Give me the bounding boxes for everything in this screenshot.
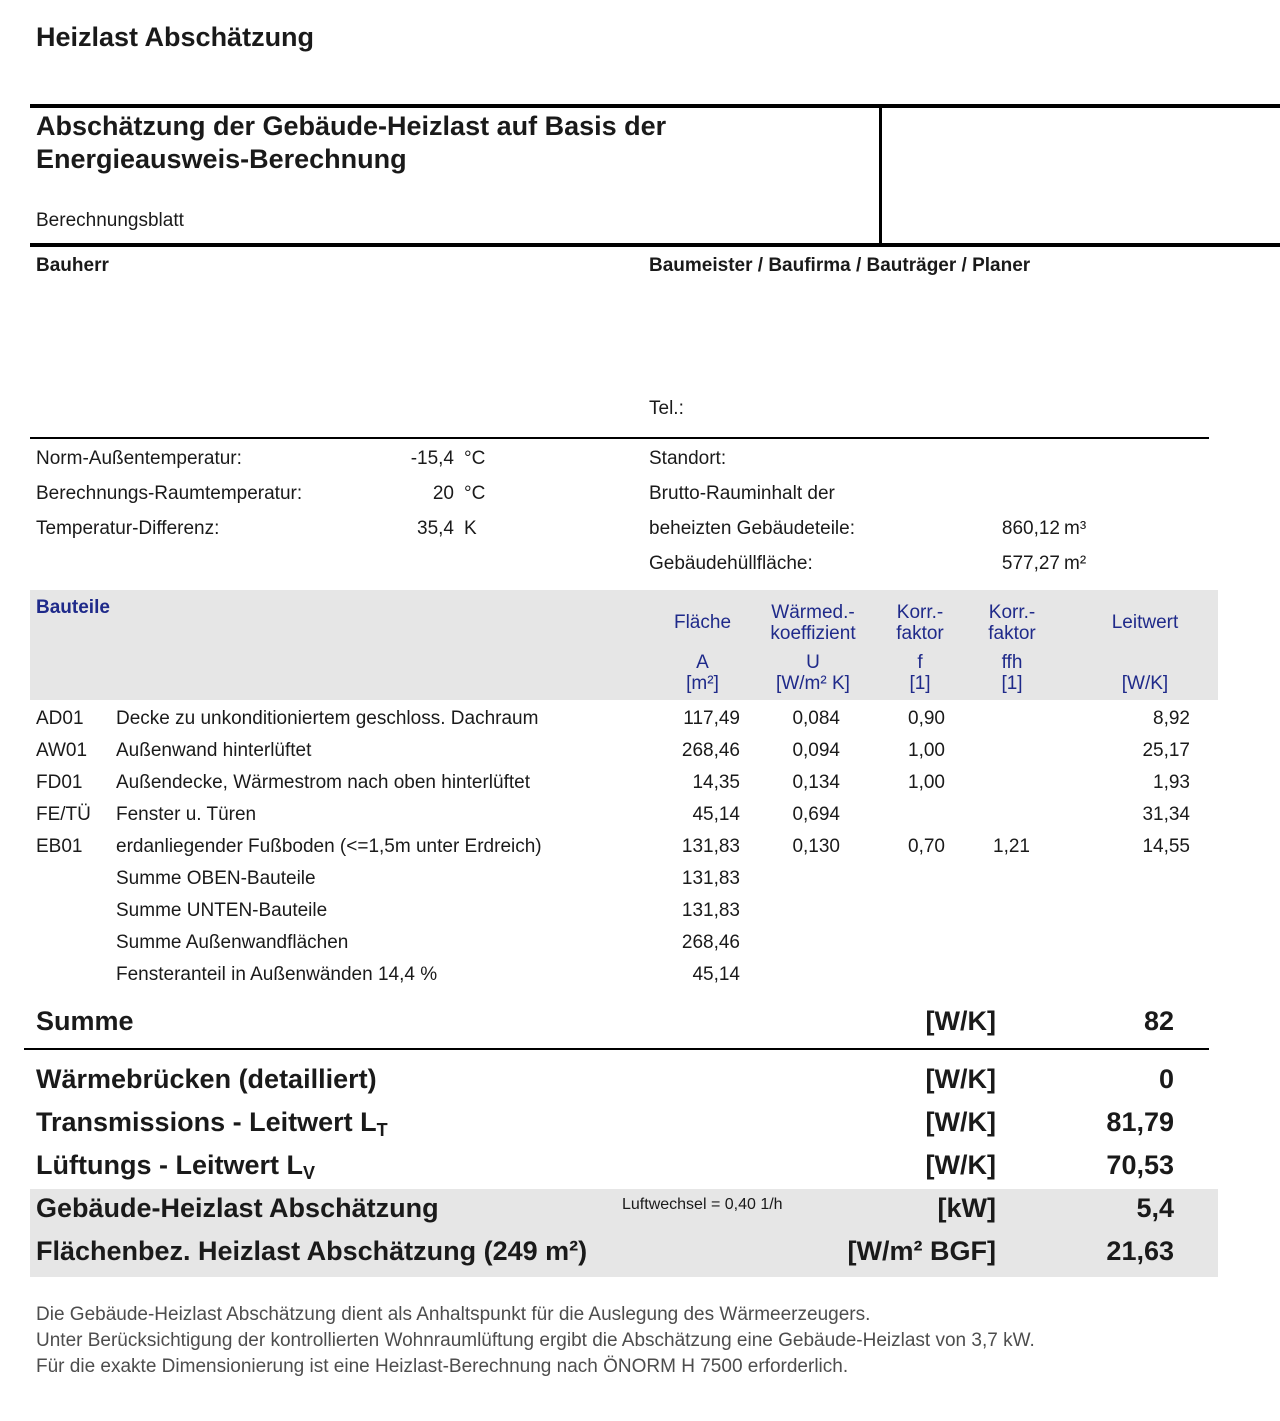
row-f: 1,00: [908, 772, 945, 793]
header-bottom-rule: [30, 243, 1280, 247]
ffh-unit: [1]: [1001, 673, 1023, 694]
row-area: 45,14: [692, 964, 740, 985]
row-leitwert: 8,92: [1153, 708, 1190, 729]
row-area: 45,14: [692, 804, 740, 825]
raumtemp-value: 20: [432, 483, 454, 504]
summe-rule: [24, 1048, 1209, 1050]
row-code: AW01: [36, 740, 88, 761]
row-area: 268,46: [681, 932, 740, 953]
tel-label: Tel.:: [649, 398, 684, 419]
leitwert-header: Leitwert: [1111, 612, 1179, 633]
row-desc: Summe OBEN-Bauteile: [116, 868, 316, 889]
heading-line-1: Abschätzung der Gebäude-Heizlast auf Basis der: [36, 111, 667, 141]
row-area: 117,49: [683, 708, 740, 729]
bauherr-label: Bauherr: [36, 255, 109, 276]
row-desc: Summe UNTEN-Bauteile: [116, 900, 328, 921]
row-desc: Summe Außenwandflächen: [116, 932, 349, 953]
brutto-label-line1: Brutto-Rauminhalt der: [649, 483, 835, 504]
note-line-3: Für die exakte Dimensionierung ist eine Heizlast-Berechnung nach ÖNORM H 7500 erforderlich.: [36, 1356, 849, 1377]
f-unit: [1]: [909, 673, 931, 694]
row-desc: Decke zu unkonditioniertem geschloss. Dachraum: [116, 708, 539, 729]
row-f: 0,90: [908, 708, 945, 729]
heizlast-value: 5,4: [1136, 1193, 1174, 1223]
ffh-header-line2: faktor: [988, 623, 1036, 644]
temp-differenz-label: Temperatur-Differenz:: [36, 518, 220, 539]
transmission-value: 81,79: [1106, 1107, 1174, 1137]
row-desc: Fensteranteil in Außenwänden 14,4 %: [116, 964, 438, 985]
transmission-label-text: Transmissions - Leitwert L: [36, 1107, 377, 1137]
heizlast-label: Gebäude-Heizlast Abschätzung: [36, 1193, 439, 1223]
waermebruecken-unit: [W/K]: [925, 1064, 996, 1094]
huelle-unit: m²: [1064, 553, 1087, 574]
row-area: 131,83: [681, 836, 740, 857]
row-code: AD01: [36, 708, 84, 729]
page-title: Heizlast Abschätzung: [36, 22, 315, 52]
row-u: 0,134: [792, 772, 840, 793]
row-u: 0,094: [792, 740, 840, 761]
norm-aussentemp-unit: °C: [464, 448, 486, 469]
header-top-rule: [30, 104, 1280, 108]
norm-aussentemp-label: Norm-Außentemperatur:: [36, 448, 242, 469]
lueftung-value: 70,53: [1106, 1150, 1174, 1180]
row-desc: Fenster u. Türen: [116, 804, 257, 825]
brutto-label-line2: beheizten Gebäudeteile:: [649, 518, 855, 539]
lueftung-label: [36, 1150, 315, 1184]
row-leitwert: 31,34: [1142, 804, 1190, 825]
heizlast-unit: [kW]: [937, 1193, 996, 1223]
document-heading: [36, 110, 666, 176]
row-leitwert: 25,17: [1142, 740, 1190, 761]
temp-differenz-unit: K: [464, 518, 477, 539]
note-line-2: Unter Berücksichtigung der kontrollierten Wohnraumlüftung ergibt die Abschätzung eine Gebäude-Heizlast von 3,7 kW.: [36, 1330, 1035, 1351]
brutto-value: 860,12: [1001, 518, 1060, 539]
document-subtitle: Berechnungsblatt: [36, 210, 184, 231]
flaeche-symbol: A: [696, 652, 709, 673]
flaeche-unit: [m²]: [686, 673, 719, 694]
note-line-1: Die Gebäude-Heizlast Abschätzung dient als Anhaltspunkt für die Auslegung des Wärmeerzeugers.: [36, 1304, 871, 1325]
f-symbol: f: [917, 652, 923, 673]
row-desc: erdanliegender Fußboden (<=1,5m unter Erdreich): [116, 836, 542, 857]
row-leitwert: 1,93: [1153, 772, 1190, 793]
standort-label: Standort:: [649, 448, 727, 469]
flaeche-header: Fläche: [673, 612, 732, 633]
row-area: 131,83: [681, 868, 740, 889]
row-code: EB01: [36, 836, 83, 857]
transmission-label-sub: T: [376, 1120, 388, 1140]
row-f: 0,70: [908, 836, 945, 857]
f-header-line2: faktor: [896, 623, 944, 644]
f-header-line1: Korr.-: [896, 602, 944, 623]
transmission-label: [36, 1107, 388, 1141]
waermebruecken-value: 0: [1158, 1064, 1174, 1094]
row-area: 131,83: [681, 900, 740, 921]
waermebruecken-label: Wärmebrücken (detailliert): [36, 1064, 377, 1094]
row-desc: Außendecke, Wärmestrom nach oben hinterlüftet: [116, 772, 530, 793]
summe-label: Summe: [36, 1006, 134, 1036]
row-code: FD01: [36, 772, 83, 793]
row-area: 14,35: [692, 772, 740, 793]
row-code: FE/TÜ: [36, 804, 91, 825]
luftwechsel-text: Luftwechsel = 0,40 1/h: [622, 1196, 783, 1213]
raumtemp-label: Berechnungs-Raumtemperatur:: [36, 483, 303, 504]
huelle-value: 577,27: [1001, 553, 1060, 574]
lueftung-unit: [W/K]: [925, 1150, 996, 1180]
u-header-line1: Wärmed.-: [771, 602, 855, 623]
parties-rule: [30, 437, 1209, 439]
norm-aussentemp-value: -15,4: [410, 448, 454, 469]
row-area: 268,46: [681, 740, 740, 761]
row-leitwert: 14,55: [1142, 836, 1190, 857]
leitwert-unit: [W/K]: [1121, 673, 1169, 694]
raumtemp-unit: °C: [464, 483, 486, 504]
row-f: 1,00: [908, 740, 945, 761]
transmission-unit: [W/K]: [925, 1107, 996, 1137]
summe-unit: [W/K]: [925, 1006, 996, 1036]
header-divider: [879, 104, 882, 246]
bauteile-header: Bauteile: [36, 597, 110, 618]
lueftung-label-text: Lüftungs - Leitwert L: [36, 1150, 303, 1180]
ffh-symbol: ffh: [1001, 652, 1023, 673]
u-unit: [W/m² K]: [776, 673, 850, 694]
planer-label: Baumeister / Baufirma / Bauträger / Planer: [649, 255, 1031, 276]
row-ffh: 1,21: [993, 836, 1030, 857]
ffh-header-line1: Korr.-: [988, 602, 1036, 623]
flaechen-heizlast-label: Flächenbez. Heizlast Abschätzung (249 m²): [36, 1236, 588, 1266]
lueftung-label-sub: V: [302, 1163, 315, 1183]
brutto-unit: m³: [1064, 518, 1087, 539]
row-u: 0,084: [792, 708, 840, 729]
flaechen-heizlast-value: 21,63: [1106, 1236, 1174, 1266]
row-desc: Außenwand hinterlüftet: [116, 740, 312, 761]
huelle-label: Gebäudehüllfläche:: [649, 553, 813, 574]
temp-differenz-value: 35,4: [417, 518, 454, 539]
u-symbol: U: [806, 652, 820, 673]
summe-value: 82: [1143, 1006, 1174, 1036]
flaechen-heizlast-unit: [W/m² BGF]: [847, 1236, 996, 1266]
heading-line-2: Energieausweis-Berechnung: [36, 144, 407, 174]
u-header-line2: koeffizient: [770, 623, 856, 644]
row-u: 0,694: [792, 804, 840, 825]
row-u: 0,130: [792, 836, 840, 857]
